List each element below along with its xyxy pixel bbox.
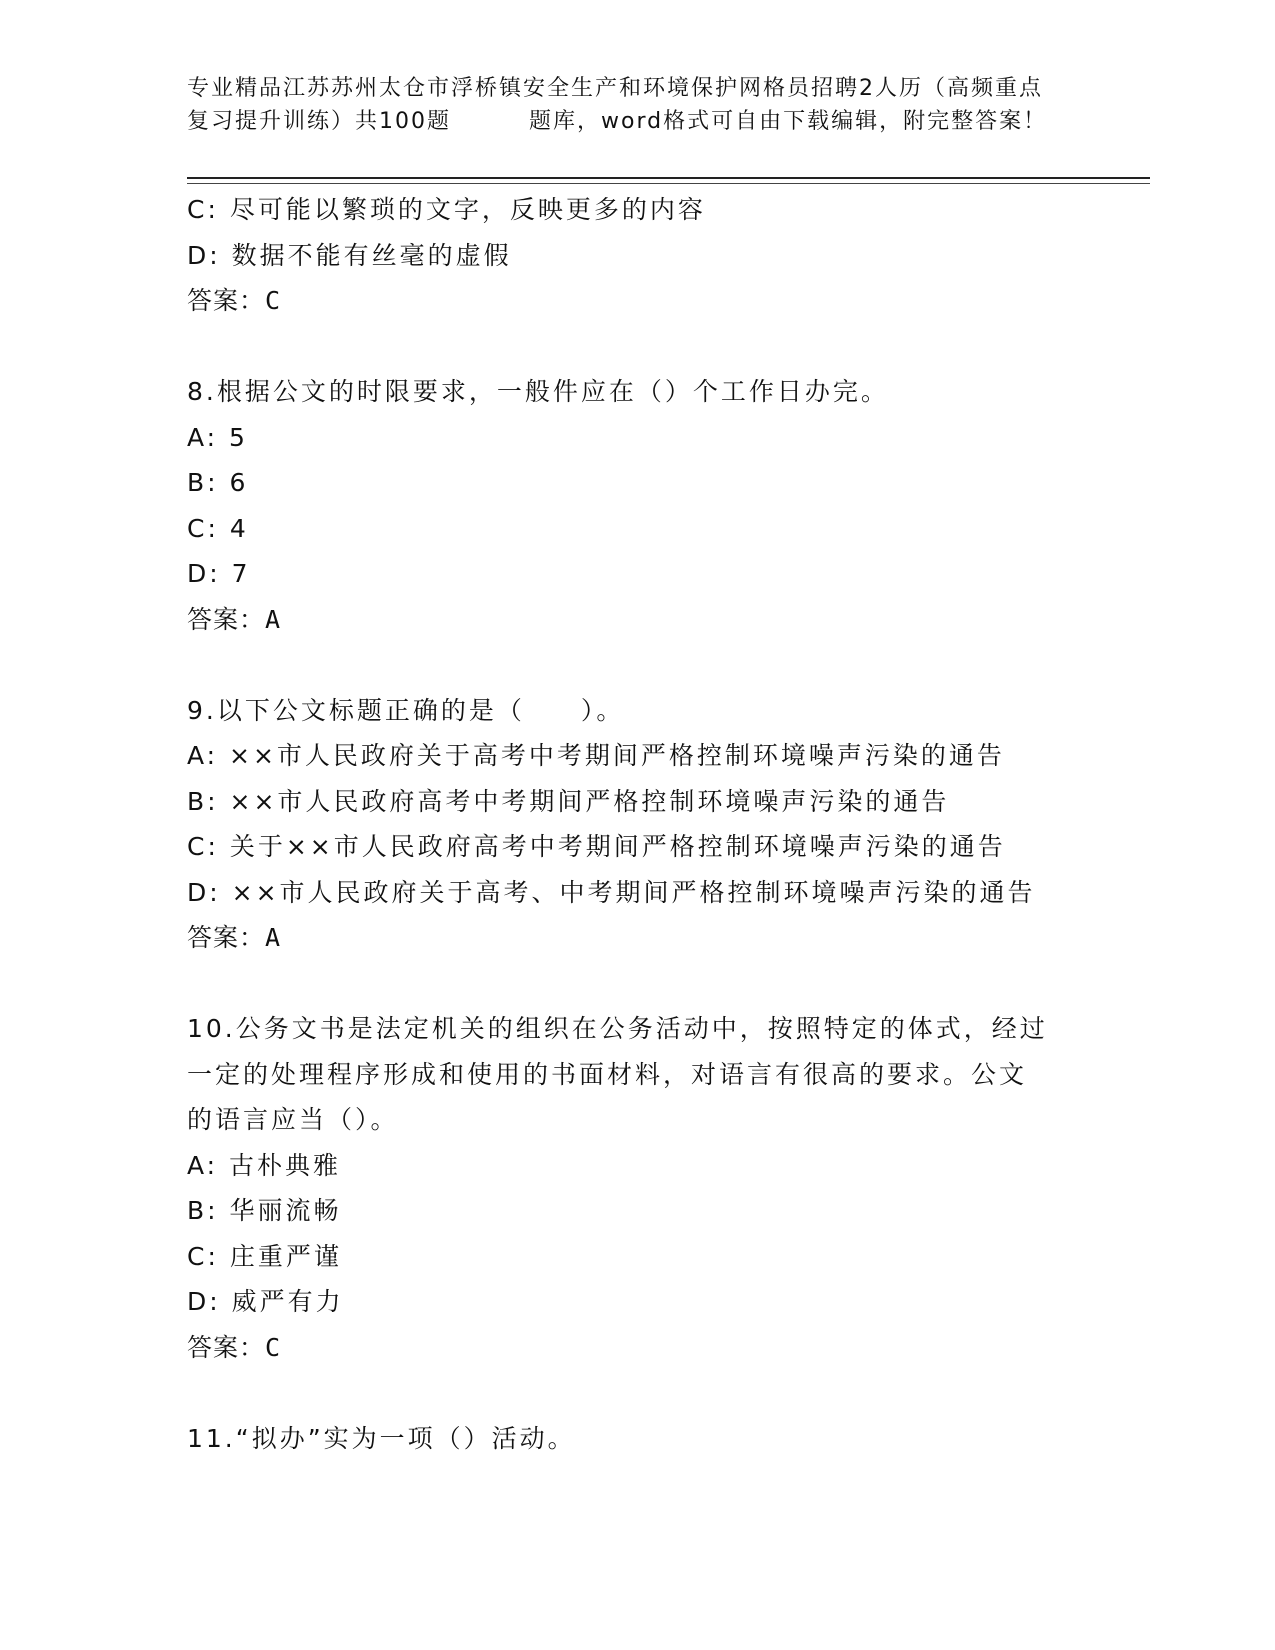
header-line-1: 专业精品江苏苏州太仓市浮桥镇安全生产和环境保护网格员招聘2人历（高频重点 (187, 76, 1043, 101)
header-divider-thin (187, 183, 1150, 184)
question-10 (187, 1006, 1087, 1370)
question-11 (187, 1416, 1087, 1462)
question-stem-line-1: 10.公务文书是法定机关的组织在公务活动中，按照特定的体式，经过 (187, 1014, 1048, 1043)
option-c: C: 庄重严谨 (187, 1241, 342, 1271)
question-8 (187, 369, 1087, 642)
option-a: A: 古朴典雅 (187, 1150, 342, 1180)
document-header (187, 72, 1087, 138)
option-b: B: 6 (187, 468, 249, 497)
question-list (187, 187, 1087, 1461)
option-b: B: 华丽流畅 (187, 1196, 342, 1225)
question-stem-line-2: 一定的处理程序形成和使用的书面材料，对语言有很高的要求。公文 (187, 1059, 1028, 1089)
question-stem: 8.根据公文的时限要求，一般件应在（）个工作日办完。 (187, 377, 889, 406)
option-d: D: 7 (187, 559, 251, 588)
question-9 (187, 688, 1087, 961)
option-a: A: 5 (187, 422, 248, 452)
question-7-tail (187, 187, 1087, 324)
header-line-2 (187, 105, 1087, 138)
answer-line: 答案：C (187, 1332, 282, 1362)
question-stem: 9.以下公文标题正确的是（ ）。 (187, 695, 625, 725)
option-d: D: ××市人民政府关于高考、中考期间严格控制环境噪声污染的通告 (187, 877, 1036, 907)
option-d: D: 威严有力 (187, 1287, 344, 1316)
option-c: C: 关于××市人民政府高考中考期间严格控制环境噪声污染的通告 (187, 832, 1006, 861)
answer-line: 答案：A (187, 604, 282, 634)
answer-line: 答案：A (187, 923, 282, 952)
header-divider-thick (187, 177, 1150, 179)
option-b: B: ××市人民政府高考中考期间严格控制环境噪声污染的通告 (187, 786, 950, 816)
option-a: A: ××市人民政府关于高考中考期间严格控制环境噪声污染的通告 (187, 741, 1005, 770)
answer-line: 答案：C (187, 286, 282, 315)
question-stem: 11.“拟办”实为一项（）活动。 (187, 1423, 576, 1453)
option-c: C: 尽可能以繁琐的文字，反映更多的内容 (187, 195, 706, 224)
option-d: D: 数据不能有丝毫的虚假 (187, 240, 512, 270)
header-line-2-part-a: 复习提升训练）共100题 (187, 109, 451, 134)
option-c: C: 4 (187, 513, 249, 543)
question-stem-line-3: 的语言应当（）。 (187, 1105, 399, 1134)
header-line-2-part-b: 题库，word格式可自由下载编辑，附完整答案！ (529, 109, 1048, 134)
